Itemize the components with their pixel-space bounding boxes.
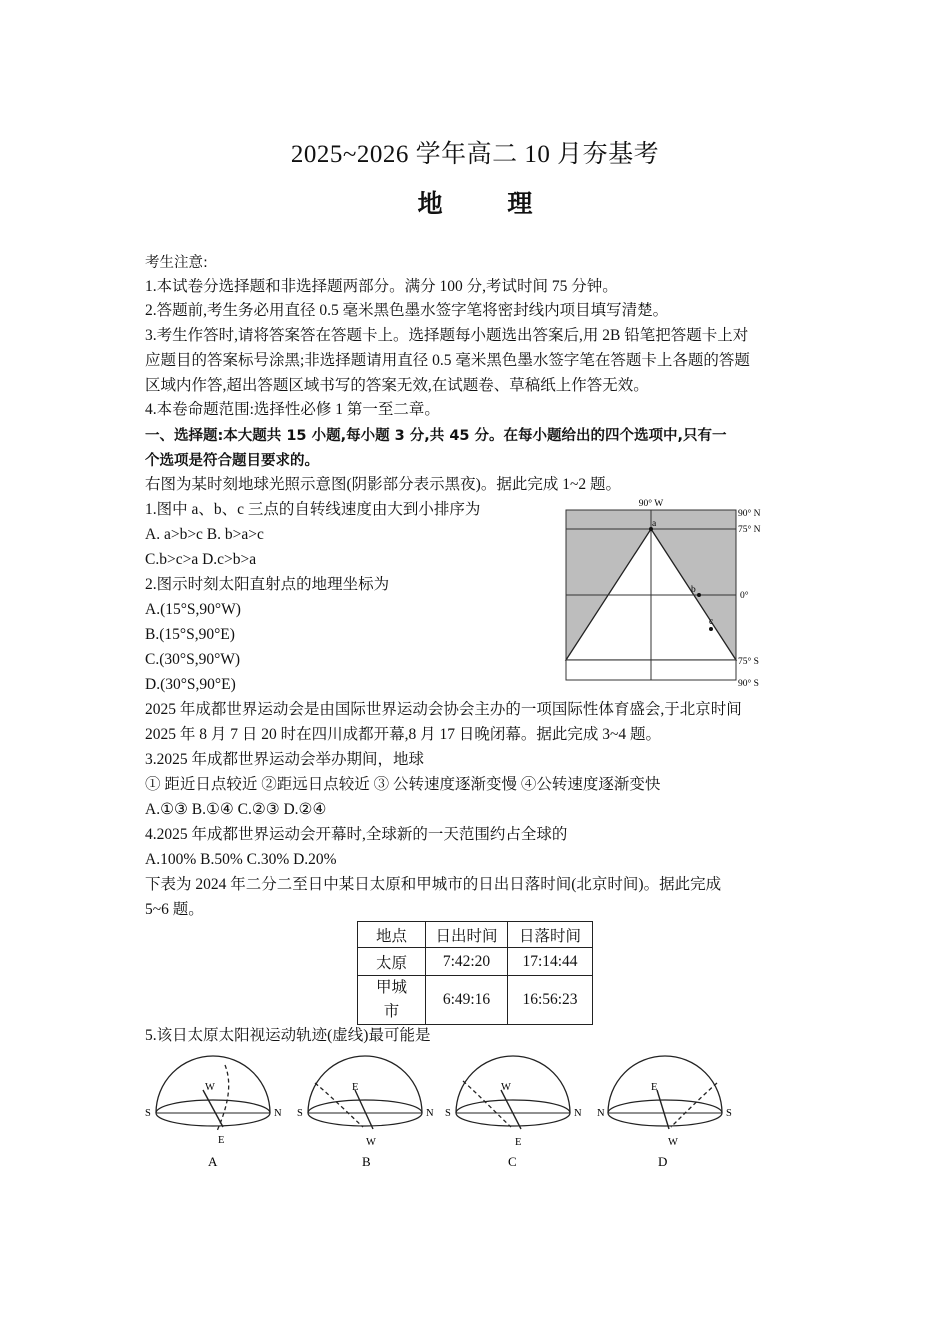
lat-label-75n: 75° N (738, 525, 761, 535)
hemisphere-b (297, 1056, 434, 1169)
diagram-letter: C (508, 1154, 517, 1169)
hemisphere-d (597, 1056, 732, 1169)
notice-heading: 考生注意: (145, 255, 208, 271)
diagram-letter: D (658, 1154, 668, 1169)
noon-line (203, 1090, 223, 1127)
point-b-label: b (691, 585, 696, 595)
noon-line (355, 1090, 373, 1129)
table-cell-sunrise: 7:42:20 (426, 948, 508, 976)
point-c-marker (709, 627, 713, 631)
meridian-label: 90° W (638, 499, 664, 509)
table-cell-place: 太原 (358, 948, 426, 976)
exam-title: 2025~2026 学年高二 10 月夯基考 (290, 141, 660, 168)
q5-stem: 5.该日太原太阳视运动轨迹(虚线)最可能是 (145, 1027, 431, 1044)
notice-item-3-cont2: 区域内作答,超出答题区域书写的答案无效,在试题卷、草稿纸上作答无效。 (145, 377, 649, 394)
lat-label-0: 0° (740, 591, 749, 601)
sun-path-dashed (217, 1065, 229, 1131)
q1-options-ab: A. a>b>c B. b>a>c (145, 526, 264, 543)
q3-options: A.①③ B.①④ C.②③ D.②④ (145, 801, 327, 818)
q2-option-b: B.(15°S,90°E) (145, 626, 235, 643)
section-heading-line-1: 一、选择题:本大题共 15 小题,每小题 3 分,共 45 分。在每小题给出的四个选项中,只有一 (145, 428, 727, 444)
table-cell-place (358, 976, 426, 1025)
diagram-letter: B (362, 1154, 371, 1169)
label-top: W (501, 1082, 511, 1093)
notice-item-3: 3.考生作答时,请将答案答在答题卡上。选择题每小题选出答案后,用 2B 铅笔把答题卡上对 (145, 327, 749, 344)
q4-options: A.100% B.50% C.30% D.20% (145, 851, 337, 868)
notice-item-3-cont: 应题目的答案标号涂黑;非选择题请用直径 0.5 毫米黑色墨水签字笔在答题卡上各题的答题 (145, 352, 750, 369)
q3-stem: 3.2025 年成都世界运动会举办期间，地球 (145, 751, 425, 768)
q1-stem: 1.图中 a、b、c 三点的自转线速度由大到小排序为 (145, 501, 481, 518)
lat-label-90s: 90° S (738, 679, 759, 689)
table-row (358, 948, 593, 976)
label-left: S (445, 1108, 451, 1119)
group3-intro-1: 下表为 2024 年二分二至日中某日太原和甲城市的日出日落时间(北京时间)。据此完成 (145, 876, 722, 893)
q2-option-d: D.(30°S,90°E) (145, 676, 236, 693)
q2-option-a: A.(15°S,90°W) (145, 601, 241, 618)
sunrise-sunset-table (357, 921, 593, 1025)
lat-label-90n: 90° N (738, 509, 761, 519)
label-bottom: W (668, 1137, 678, 1148)
point-b-marker (697, 593, 701, 597)
label-right: N (426, 1108, 434, 1119)
label-right: S (726, 1108, 732, 1119)
group3-intro-2: 5~6 题。 (145, 901, 204, 918)
illumination-map (560, 494, 770, 690)
subject-title: 地 理 (417, 189, 561, 218)
group2-intro-1: 2025 年成都世界运动会是由国际世界运动会协会主办的一项国际性体育盛会,于北京时间 (145, 701, 742, 718)
sun-path-diagrams (145, 1053, 745, 1171)
label-left: S (297, 1108, 303, 1119)
label-left: N (597, 1108, 605, 1119)
diagram-letter: A (208, 1154, 218, 1169)
label-bottom: E (515, 1137, 522, 1148)
group2-intro-2: 2025 年 8 月 7 日 20 时在四川成都开幕,8 月 17 日晚闭幕。据此完成 3~4 题。 (145, 726, 662, 743)
label-top: W (205, 1082, 215, 1093)
label-left: S (145, 1108, 151, 1119)
table-cell-sunrise: 6:49:16 (426, 976, 508, 1025)
hemisphere-a (145, 1056, 282, 1169)
point-a-label: a (652, 519, 657, 529)
table-header-sunset: 日落时间 (508, 922, 593, 948)
point-c-label: c (709, 617, 714, 627)
label-top: E (651, 1082, 658, 1093)
label-right: N (274, 1108, 282, 1119)
notice-item-4: 4.本卷命题范围:选择性必修 1 第一至二章。 (145, 401, 440, 418)
q1-options-cd: C.b>c>a D.c>b>a (145, 551, 257, 568)
table-cell-sunset: 17:14:44 (508, 948, 593, 976)
table-header-row (358, 922, 593, 948)
noon-line (657, 1090, 669, 1129)
noon-line (501, 1090, 521, 1129)
table-row (358, 976, 593, 1025)
table-header-sunrise: 日出时间 (426, 922, 508, 948)
lat-label-75s: 75° S (738, 657, 759, 667)
table-cell-sunset: 16:56:23 (508, 976, 593, 1025)
q2-option-c: C.(30°S,90°W) (145, 651, 241, 668)
notice-item-1: 1.本试卷分选择题和非选择题两部分。满分 100 分,考试时间 75 分钟。 (145, 278, 618, 295)
section-heading-line-2: 个选项是符合题目要求的。 (145, 453, 319, 469)
label-top: E (352, 1082, 359, 1093)
q4-stem: 4.2025 年成都世界运动会开幕时,全球新的一天范围约占全球的 (145, 826, 568, 843)
label-bottom: W (366, 1137, 376, 1148)
table-header-place: 地点 (358, 922, 426, 948)
group1-intro: 右图为某时刻地球光照示意图(阴影部分表示黑夜)。据此完成 1~2 题。 (145, 476, 621, 493)
place-line-2: 市 (383, 1003, 400, 1020)
hemisphere-c (445, 1056, 582, 1169)
place-line-1: 甲城 (375, 979, 407, 996)
q3-statements: ① 距近日点较近 ②距远日点较近 ③ 公转速度逐渐变慢 ④公转速度逐渐变快 (145, 776, 661, 793)
label-right: N (574, 1108, 582, 1119)
label-bottom: E (218, 1135, 225, 1146)
q2-stem: 2.图示时刻太阳直射点的地理坐标为 (145, 576, 390, 593)
notice-item-2: 2.答题前,考生务必用直径 0.5 毫米黑色墨水签字笔将密封线内项目填写清楚。 (145, 302, 669, 319)
